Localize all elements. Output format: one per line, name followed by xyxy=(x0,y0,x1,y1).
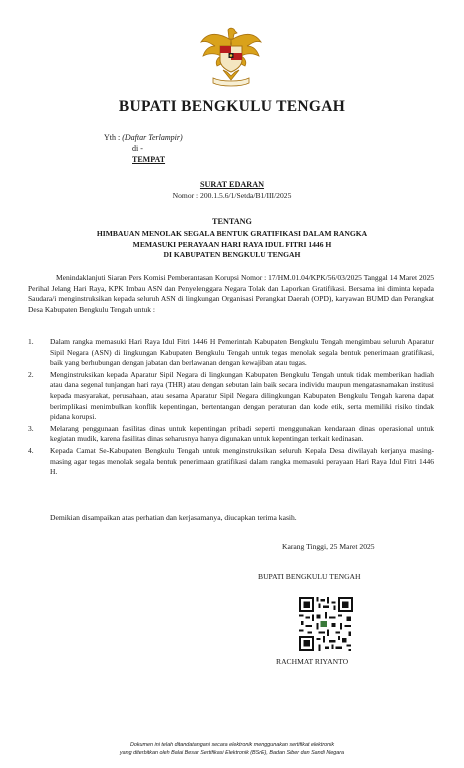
subject-lines xyxy=(0,229,464,261)
recipient-block xyxy=(104,132,183,165)
addressee-tempat: TEMPAT xyxy=(132,155,166,164)
list-item xyxy=(28,337,434,369)
list-item-number: 2. xyxy=(28,369,34,379)
signatory-name: RACHMAT RIYANTO xyxy=(276,657,349,666)
footer-line-2: yang diterbitkan oleh Balai Besar Sertifikasi Elektronik (BSrE), Badan Siber dan Sandi Negara xyxy=(119,749,345,756)
list-item-number: 1. xyxy=(28,337,34,346)
subject-line-2: MEMASUKI PERAYAAN HARI RAYA IDUL FITRI 1446 H xyxy=(132,239,332,249)
qr-code-icon xyxy=(299,597,353,651)
circular-title: SURAT EDARAN xyxy=(199,180,265,189)
addressee-prefix: Yth : xyxy=(104,133,121,142)
closing-sentence: Demikian disampaikan atas perhatian dan kerjasamanya, diucapkan terima kasih. xyxy=(50,513,297,522)
subject-line-1: HIMBAUAN MENOLAK SEGALA BENTUK GRATIFIKASI DALAM RANGKA xyxy=(96,229,368,238)
subject-heading: TENTANG xyxy=(212,217,252,226)
intro-paragraph: Menindaklanjuti Siaran Pers Komisi Pemberantasan Korupsi Nomor : 17/HM.01.04/KPK/56/03/2025 Tanggal 14 Maret 2025 Perihal Jelang Hari Raya, KPK Imbau ASN dan Penyelenggara Negara Tolak dan Laporkan Gratifikasi. Bersama ini diminta kepada Saudara/i menginstruksikan kepada seluruh ASN di lingkungan Organisasi Perangkat Daerah (OPD), karyawan BUMD dan Perangkat Desa Kabupaten Bengkulu Tengah untuk : xyxy=(28,273,434,314)
list-item xyxy=(28,370,434,423)
addressee-value: (Daftar Terlampir) xyxy=(122,133,183,142)
list-item-text: Menginstruksikan kepada Aparatur Sipil Negara di lingkungan Kabupaten Bengkulu Tengah untuk tidak memberikan hadiah atau dana segenal tunjangan hari raya (THR) atau dengan sebutan lain baik secara individu maupun mengatasnamakan institusi kepada masyarakat, perusahaan, atau sesama Aparatur Sipil Negara dilingkungan Kabupaten Bengkulu Tengah karena dapat berimplikasi menimbulkan konflik kepentingan, bertentangan dengan peraturan dan kode etik, serta memiliki risiko tindak pidana korupsi. xyxy=(50,369,434,422)
instruction-list xyxy=(28,337,434,479)
list-item-text: Melarang penggunaan fasilitas dinas untuk kepentingan pribadi seperti menggunakan kendaraan dinas operasional untuk kegiatan mudik, karena fasilitas dinas seharusnya hanya digunakan untuk kepentingan terkait kedinasan. xyxy=(50,423,434,444)
list-item-number: 4. xyxy=(28,445,34,455)
subject-line-3: DI KABUPATEN BENGKULU TENGAH xyxy=(163,250,301,260)
list-item-text: Kepada Camat Se-Kabupaten Bengkulu Tengah untuk menginstruksikan seluruh Kepala Desa diwilayah kerjanya masing-masing agar tegas menolak segala bentuk penerimaan gratifikasi dalam rangka memasuki perayaan Hari Raya Idul Fitri 1446 H. xyxy=(50,445,434,477)
footer-line-1: Dokumen ini telah ditandatangani secara elektronik menggunakan sertifikat elektronik xyxy=(129,742,335,748)
signature-office: BUPATI BENGKULU TENGAH xyxy=(258,572,361,581)
signature-place-date: Karang Tinggi, 25 Maret 2025 xyxy=(282,542,375,551)
garuda-emblem-icon xyxy=(199,26,263,88)
list-item xyxy=(28,446,434,478)
list-item-number: 3. xyxy=(28,423,34,433)
regent-letterhead-title: BUPATI BENGKULU TENGAH xyxy=(118,98,346,115)
list-item-text: Dalam rangka memasuki Hari Raya Idul Fitri 1446 H Pemerintah Kabupaten Bengkulu Tengah mengimbau seluruh Aparatur Sipil Negara (ASN) di lingkungan Kabupaten Bengkulu Tengah untuk tegas menolak segala bentuk penerimaan gratifikasi, baik yang berhubungan dengan jabatan dan berlawanan dengan kewajiban atau tugas. xyxy=(50,337,434,368)
list-item xyxy=(28,424,434,445)
addressee-di: di - xyxy=(132,144,143,153)
circular-number: Nomor : 200.1.5.6/1/Setda/B1/III/2025 xyxy=(172,191,292,200)
electronic-signature-footer xyxy=(0,742,464,757)
